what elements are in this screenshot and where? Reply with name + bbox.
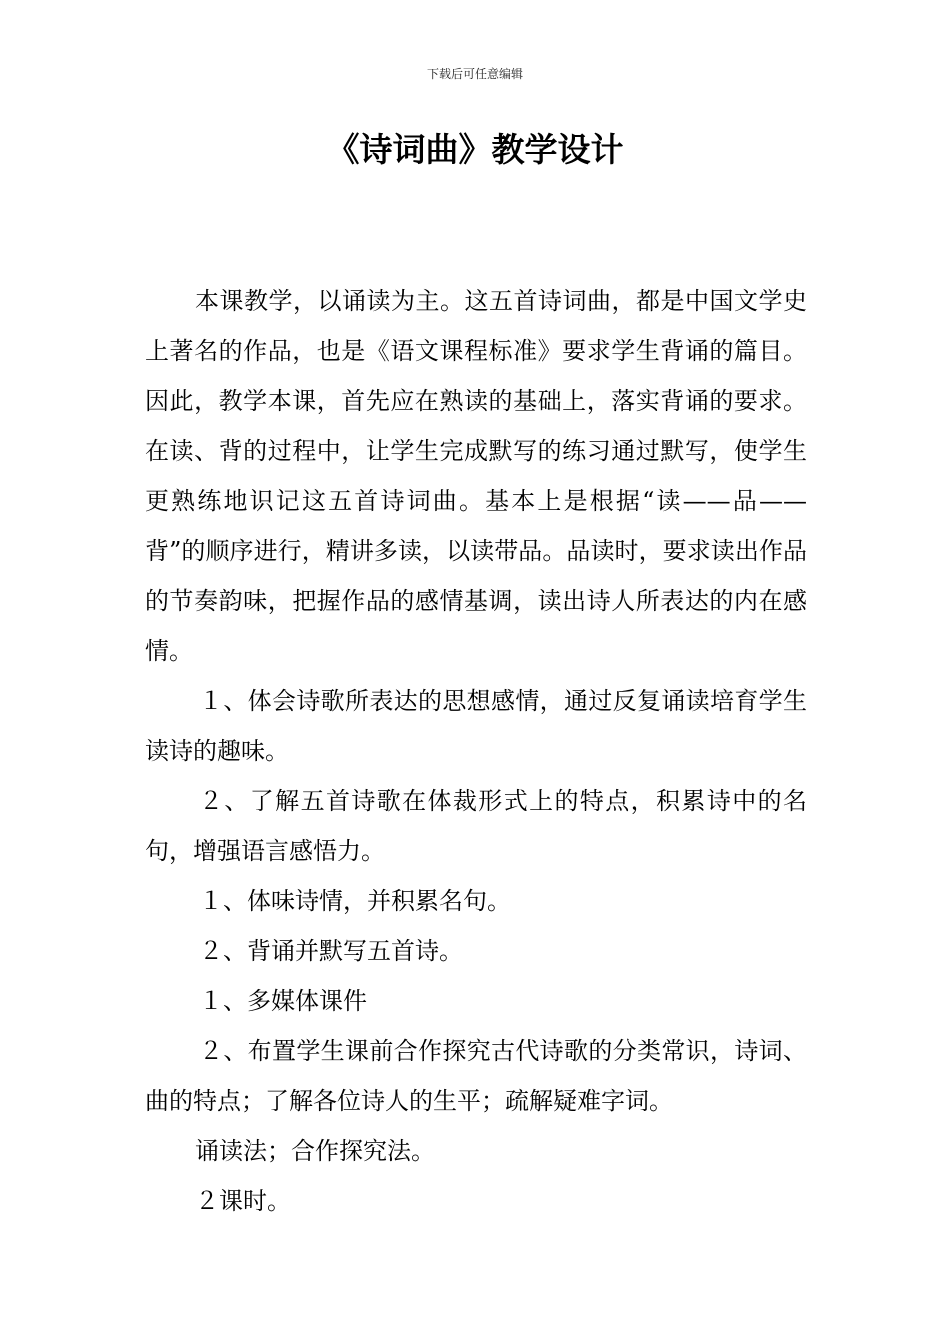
document-title: 《诗词曲》教学设计: [326, 130, 624, 169]
preparation-item-2: ２、布置学生课前合作探究古代诗歌的分类常识，诗词、曲的特点；了解各位诗人的生平；疏解疑难字词。: [145, 1037, 807, 1115]
goal-item-2: ２、了解五首诗歌在体裁形式上的特点，积累诗中的名句，增强语言感悟力。: [145, 787, 807, 865]
lesson-duration: ２课时。: [195, 1187, 291, 1215]
teaching-method: 诵读法；合作探究法。: [195, 1137, 435, 1165]
key-point-item-1: １、体味诗情，并积累名句。: [199, 887, 511, 915]
intro-paragraph: 本课教学，以诵读为主。这五首诗词曲，都是中国文学史上著名的作品，也是《语文课程标准》要求学生背诵的篇目。因此，教学本课，首先应在熟读的基础上，落实背诵的要求。在读、背的过程中，让学生完成默写的练习通过默写，使学生更熟练地识记这五首诗词曲。基本上是根据“读——品——背”的顺序进行，精讲多读，以读带品。品读时，要求读出作品的节奏韵味，把握作品的感情基调，读出诗人所表达的内在感情。: [145, 287, 807, 665]
preparation-item-1: １、多媒体课件: [199, 987, 367, 1015]
document-body: [145, 276, 807, 1226]
key-point-item-2: ２、背诵并默写五首诗。: [199, 937, 463, 965]
header-note: 下载后可任意编辑: [426, 67, 523, 81]
goal-item-1: １、体会诗歌所表达的思想感情，通过反复诵读培育学生读诗的趣味。: [145, 687, 807, 765]
